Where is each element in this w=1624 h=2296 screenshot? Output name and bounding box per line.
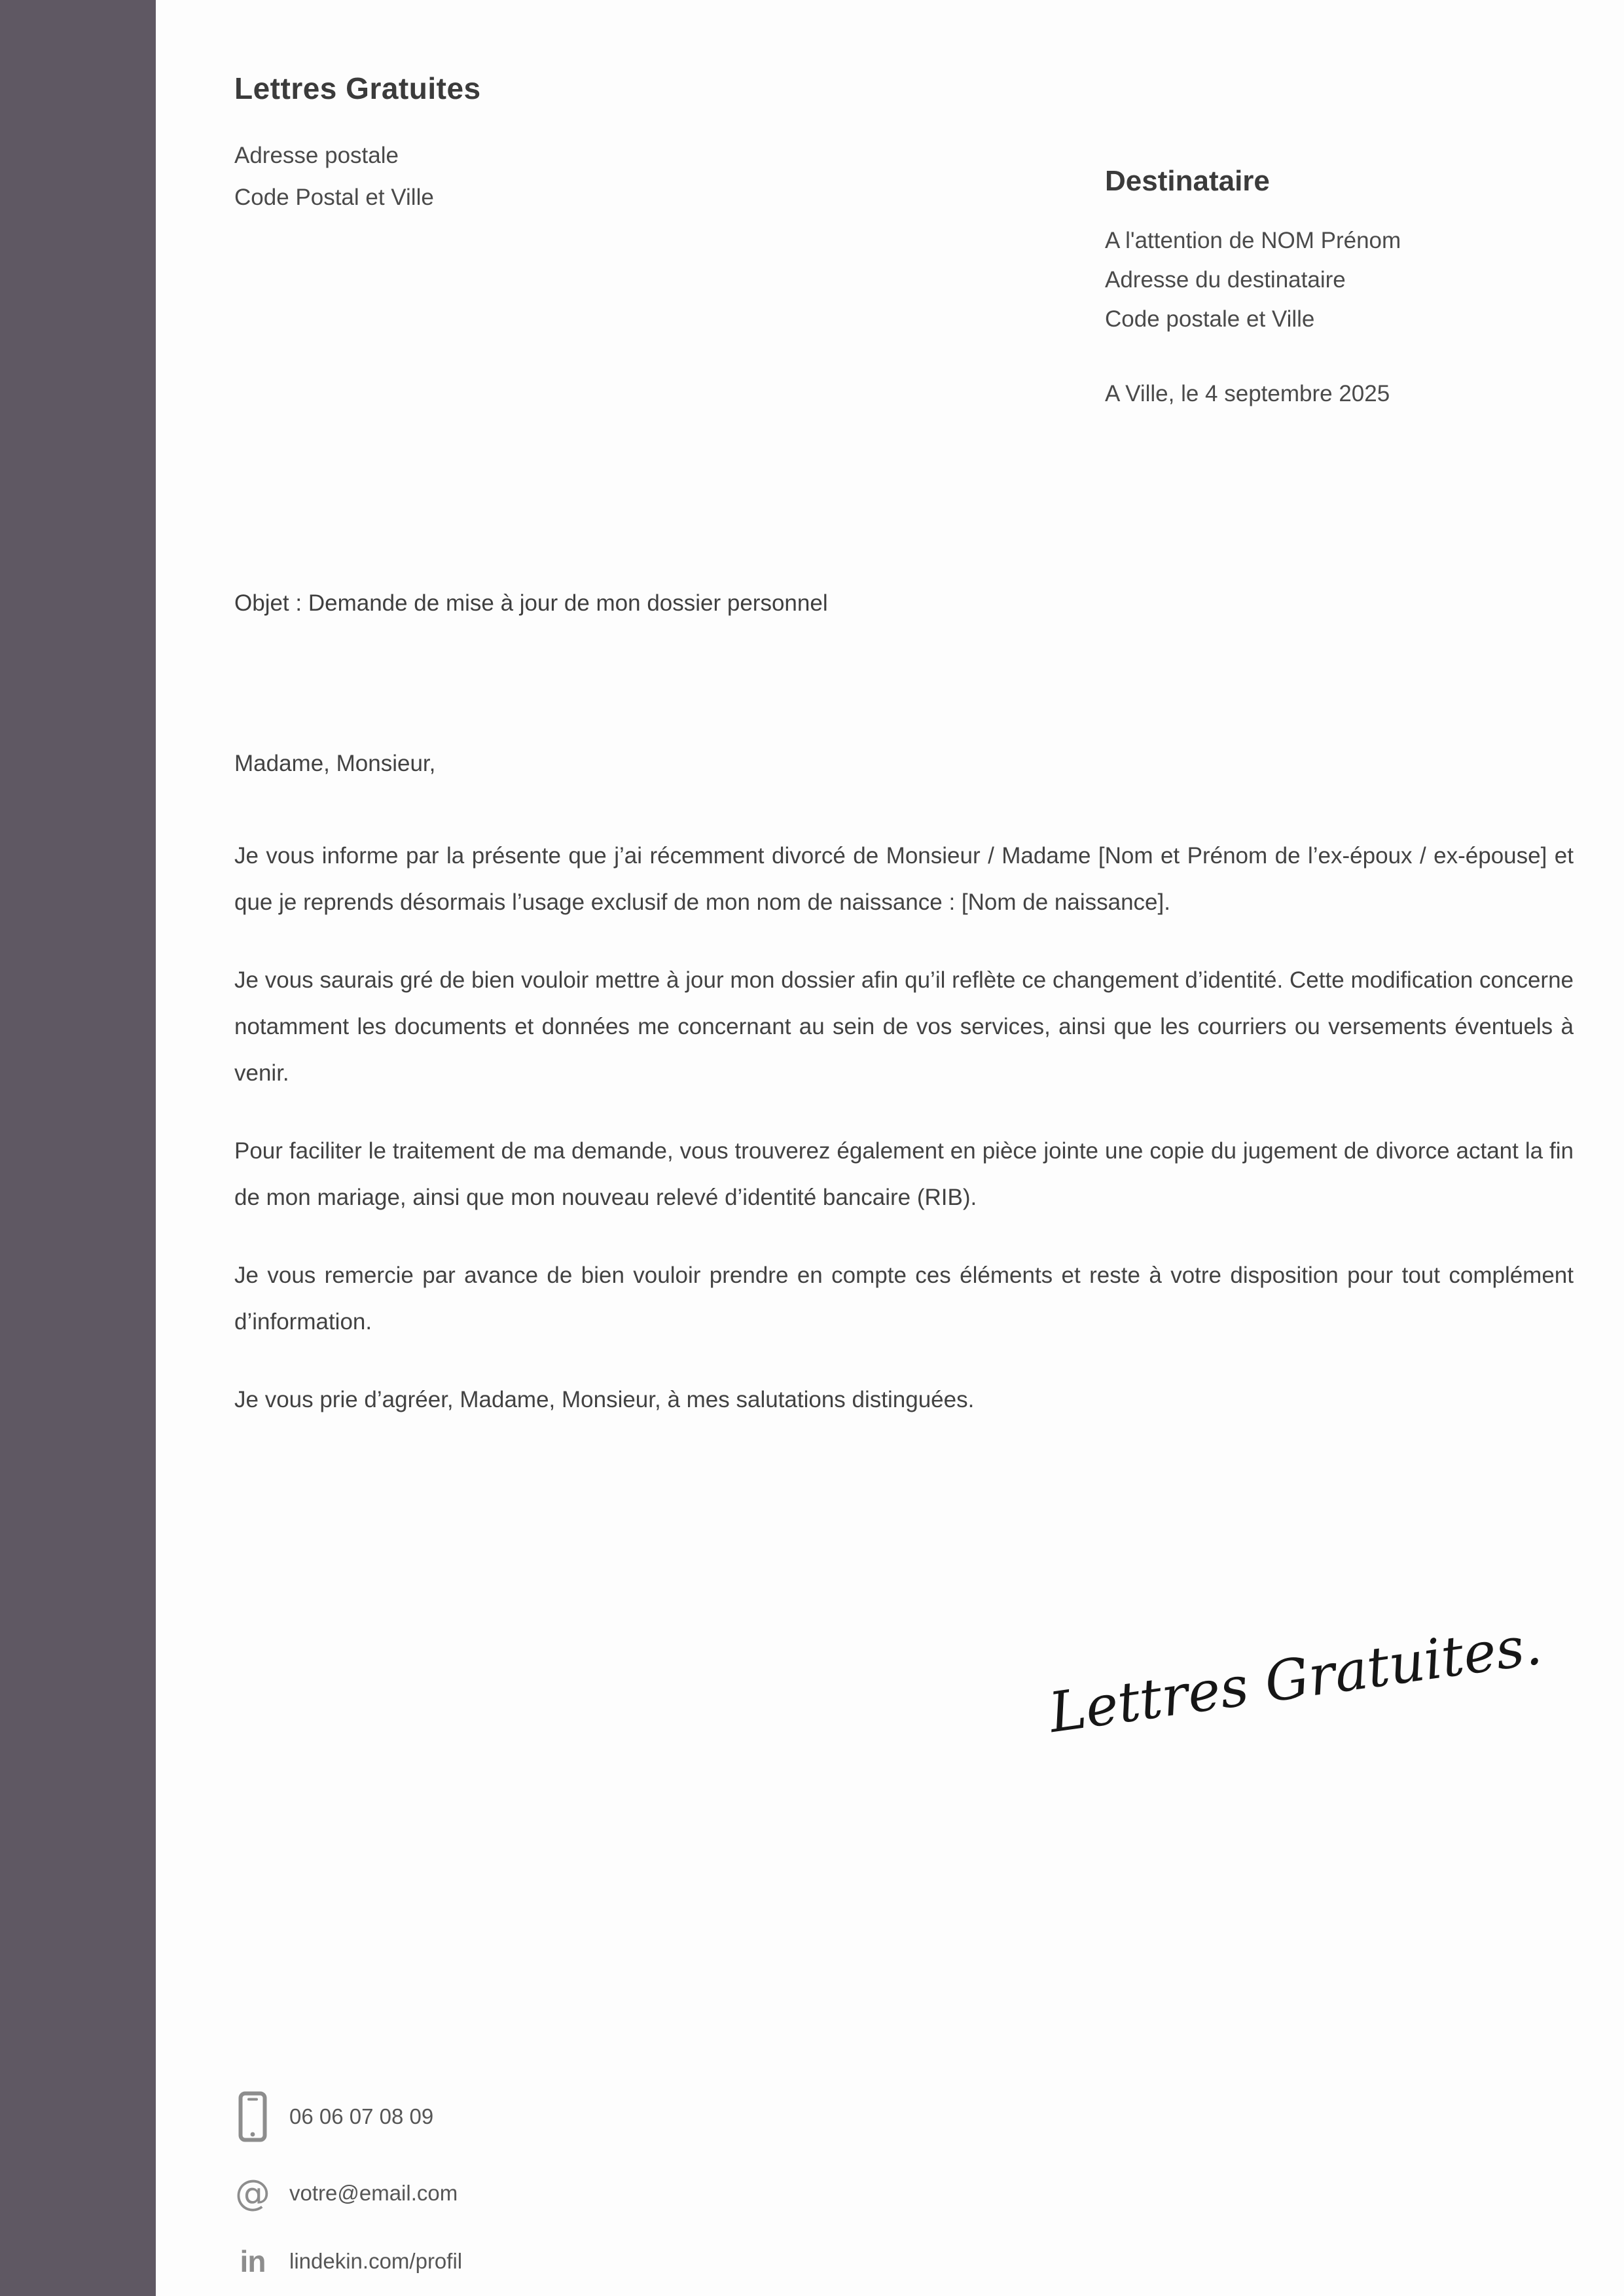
recipient-city-line: Code postale et Ville (1105, 306, 1315, 332)
linkedin-icon: in (240, 2244, 266, 2278)
closing-paragraph: Je vous prie d’agréer, Madame, Monsieur, à mes salutations distinguées. (234, 1387, 975, 1412)
recipient-heading: Destinataire (1105, 165, 1270, 197)
phone-row (234, 2091, 462, 2142)
sender-address (234, 135, 481, 219)
paragraph-2: Je vous saurais gré de bien vouloir mettre à jour mon dossier afin qu’il reflète ce changement d’identité. Cette modification concerne notamment les documents et données me concernant au sein de vos services, ainsi que les courriers ou versements éventuels à venir. (234, 967, 1574, 1086)
smartphone-icon (234, 2091, 271, 2142)
sender-name: Lettres Gratuites (234, 71, 481, 105)
salutation: Madame, Monsieur, (234, 751, 436, 776)
date-line: A Ville, le 4 septembre 2025 (1105, 381, 1390, 406)
sender-address-line2: Code Postal et Ville (234, 185, 434, 210)
signature: Lettres Gratuites. (1045, 1612, 1545, 1746)
letter-body (234, 833, 1574, 1454)
sender-block (234, 71, 481, 219)
paragraph-4: Je vous remercie par avance de bien vouloir prendre en compte ces éléments et reste à votre disposition pour tout complément d’information. (234, 1263, 1574, 1335)
at-icon: @ (235, 2172, 270, 2214)
recipient-address-line: Adresse du destinataire (1105, 267, 1346, 293)
recipient-block (1105, 165, 1401, 407)
subject-line: Objet : Demande de mise à jour de mon dossier personnel (234, 590, 828, 616)
linkedin-row (234, 2244, 462, 2279)
linkedin-url: lindekin.com/profil (289, 2249, 463, 2273)
sidebar-accent-bar (0, 0, 156, 2296)
recipient-address (1105, 221, 1401, 339)
paragraph-3: Pour faciliter le traitement de ma demande, vous trouverez également en pièce jointe une copie du jugement de divorce actant la fin de mon mariage, ainsi que mon nouveau relevé d’identité bancaire (RIB). (234, 1138, 1574, 1210)
phone-number: 06 06 07 08 09 (289, 2104, 434, 2128)
contact-footer (234, 2091, 462, 2279)
sender-address-line1: Adresse postale (234, 143, 399, 168)
email-address: votre@email.com (289, 2180, 458, 2205)
recipient-attention-line: A l'attention de NOM Prénom (1105, 228, 1401, 253)
email-row (234, 2172, 462, 2214)
paragraph-1: Je vous informe par la présente que j’ai récemment divorcé de Monsieur / Madame [Nom et Prénom de l’ex-époux / ex-épouse] et que je reprends désormais l’usage exclusif de mon nom de naissance : [Nom de naissance]. (234, 843, 1574, 915)
